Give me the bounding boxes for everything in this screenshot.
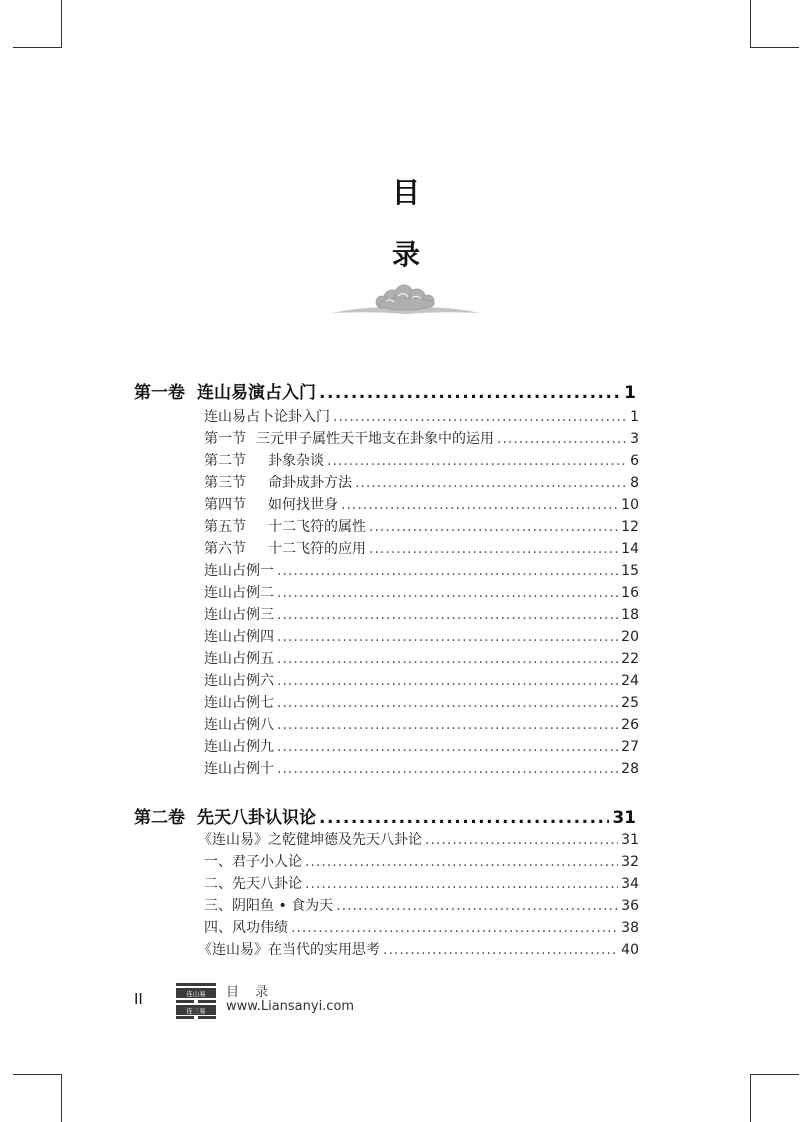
volume-label: 第二卷 <box>134 808 185 828</box>
dot-leader <box>319 808 609 828</box>
entry-label: 第六节 <box>204 541 246 557</box>
dot-leader <box>277 585 618 601</box>
entry-title: 连山占例一 <box>204 563 274 579</box>
volume-heading[interactable] <box>134 378 636 403</box>
entry-title: 十二飞符的应用 <box>268 541 366 557</box>
toc-entry[interactable] <box>204 714 639 734</box>
entry-label: 第三节 <box>204 475 246 491</box>
toc-entry[interactable] <box>204 560 639 580</box>
dot-leader <box>425 832 618 848</box>
footer-url[interactable]: www.Liansanyi.com <box>226 999 355 1014</box>
dot-leader <box>369 541 618 557</box>
entry-title: 连山占例八 <box>204 717 274 733</box>
page-number: 12 <box>621 519 639 535</box>
dot-leader <box>277 695 618 711</box>
entry-label: 第五节 <box>204 519 246 535</box>
dot-leader <box>333 409 627 425</box>
page-number: 27 <box>621 739 639 755</box>
entry-title: 十二飞符的属性 <box>268 519 366 535</box>
dot-leader <box>277 761 618 777</box>
toc-entry[interactable] <box>204 428 639 448</box>
dot-leader <box>305 876 618 892</box>
page-number: 16 <box>621 585 639 601</box>
dot-leader <box>341 497 618 513</box>
entry-label: 第一节 <box>204 431 246 447</box>
volume-title: 连山易演占入门 <box>197 383 316 403</box>
entry-title: 连山占例七 <box>204 695 274 711</box>
page-number: 3 <box>630 431 639 447</box>
page-number: 1 <box>624 383 636 403</box>
dot-leader <box>277 651 618 667</box>
entry-title: 连山占例十 <box>204 761 274 777</box>
toc-entry[interactable] <box>204 450 639 470</box>
crop-mark <box>61 0 62 48</box>
dot-leader <box>305 854 618 870</box>
volume-title: 先天八卦认识论 <box>197 808 316 828</box>
page-title-char-1: 目 <box>391 176 420 209</box>
toc-entry[interactable] <box>204 873 639 893</box>
toc-entry[interactable] <box>204 582 639 602</box>
entry-label: 第二节 <box>204 453 246 469</box>
dot-leader <box>277 673 618 689</box>
page-number: 22 <box>621 651 639 667</box>
toc-entry[interactable] <box>204 494 639 514</box>
volume-heading[interactable] <box>134 803 636 828</box>
dot-leader <box>355 475 627 491</box>
toc-entry[interactable] <box>204 692 639 712</box>
dot-leader <box>277 629 618 645</box>
crop-mark <box>750 1074 799 1075</box>
logo-text: 连山易 <box>186 990 206 998</box>
crop-mark <box>750 1074 751 1122</box>
dot-leader <box>277 739 618 755</box>
dot-leader <box>277 607 618 623</box>
toc-entry[interactable] <box>204 604 639 624</box>
entry-title: 一、君子小人论 <box>204 854 302 870</box>
entry-title: 二、先天八卦论 <box>204 876 302 892</box>
page-number: 36 <box>621 898 639 914</box>
entry-title: 三、阴阳鱼 • 食为天 <box>204 898 334 914</box>
dot-leader <box>336 898 618 914</box>
footer-page-number: II <box>134 990 143 1008</box>
entry-title: 连山占例三 <box>204 607 274 623</box>
entry-title: 卦象杂谈 <box>268 453 324 469</box>
page-number: 25 <box>621 695 639 711</box>
entry-title: 连山占例四 <box>204 629 274 645</box>
entry-title: 连山占例五 <box>204 651 274 667</box>
toc-entry[interactable] <box>204 626 639 646</box>
logo-text: 连三易 <box>186 1007 206 1015</box>
page-number: 40 <box>621 942 639 958</box>
dot-leader <box>327 453 627 469</box>
toc-entry[interactable] <box>204 895 639 915</box>
page-number: 6 <box>630 453 639 469</box>
toc-entry[interactable] <box>204 670 639 690</box>
dot-leader <box>497 431 627 447</box>
toc-entry[interactable] <box>204 648 639 668</box>
dot-leader <box>277 563 618 579</box>
entry-title: 连山占例六 <box>204 673 274 689</box>
dot-leader <box>291 920 618 936</box>
page-number: 31 <box>621 832 639 848</box>
page-number: 1 <box>630 409 639 425</box>
page-number: 28 <box>621 761 639 777</box>
crop-mark <box>750 0 751 48</box>
toc-entry[interactable] <box>204 917 639 937</box>
page-number: 31 <box>612 808 636 828</box>
entry-label: 第四节 <box>204 497 246 513</box>
crop-mark <box>13 1074 62 1075</box>
dot-leader <box>277 717 618 733</box>
crop-mark <box>13 47 62 48</box>
entry-title: 命卦成卦方法 <box>268 475 352 491</box>
toc-entry[interactable] <box>204 851 639 871</box>
toc-entry[interactable] <box>204 538 639 558</box>
page-number: 18 <box>621 607 639 623</box>
publisher-logo <box>176 983 216 1023</box>
entry-title: 《连山易》之乾健坤德及先天八卦论 <box>198 832 422 848</box>
footer-section-title: 目 录 <box>226 985 275 1000</box>
page-title-char-2: 录 <box>391 238 420 271</box>
entry-title: 连山占例二 <box>204 585 274 601</box>
toc-entry[interactable] <box>204 516 639 536</box>
crop-mark <box>750 47 799 48</box>
page-number: 26 <box>621 717 639 733</box>
page-number: 34 <box>621 876 639 892</box>
entry-title: 如何找世身 <box>268 497 338 513</box>
page-number: 8 <box>630 475 639 491</box>
toc-entry[interactable] <box>204 736 639 756</box>
publisher-logo-icon <box>176 983 216 1019</box>
volume-label: 第一卷 <box>134 383 185 403</box>
page-number: 32 <box>621 854 639 870</box>
entry-title: 《连山易》在当代的实用思考 <box>198 942 380 958</box>
dot-leader <box>319 383 621 403</box>
dot-leader <box>383 942 618 958</box>
entry-title: 三元甲子属性天干地支在卦象中的运用 <box>256 431 494 447</box>
cloud-ornament-icon <box>330 283 482 321</box>
page-number: 24 <box>621 673 639 689</box>
entry-title: 四、风功伟绩 <box>204 920 288 936</box>
toc-entry[interactable] <box>204 758 639 778</box>
toc-entry[interactable] <box>198 829 639 849</box>
entry-title: 连山占例九 <box>204 739 274 755</box>
page-number: 20 <box>621 629 639 645</box>
toc-entry[interactable] <box>204 406 639 426</box>
entry-title: 连山易占卜论卦入门 <box>204 409 330 425</box>
dot-leader <box>369 519 618 535</box>
page-number: 10 <box>621 497 639 513</box>
page-number: 14 <box>621 541 639 557</box>
toc-entry[interactable] <box>198 939 639 959</box>
page-number: 15 <box>621 563 639 579</box>
toc-entry[interactable] <box>204 472 639 492</box>
crop-mark <box>61 1074 62 1122</box>
page-number: 38 <box>621 920 639 936</box>
